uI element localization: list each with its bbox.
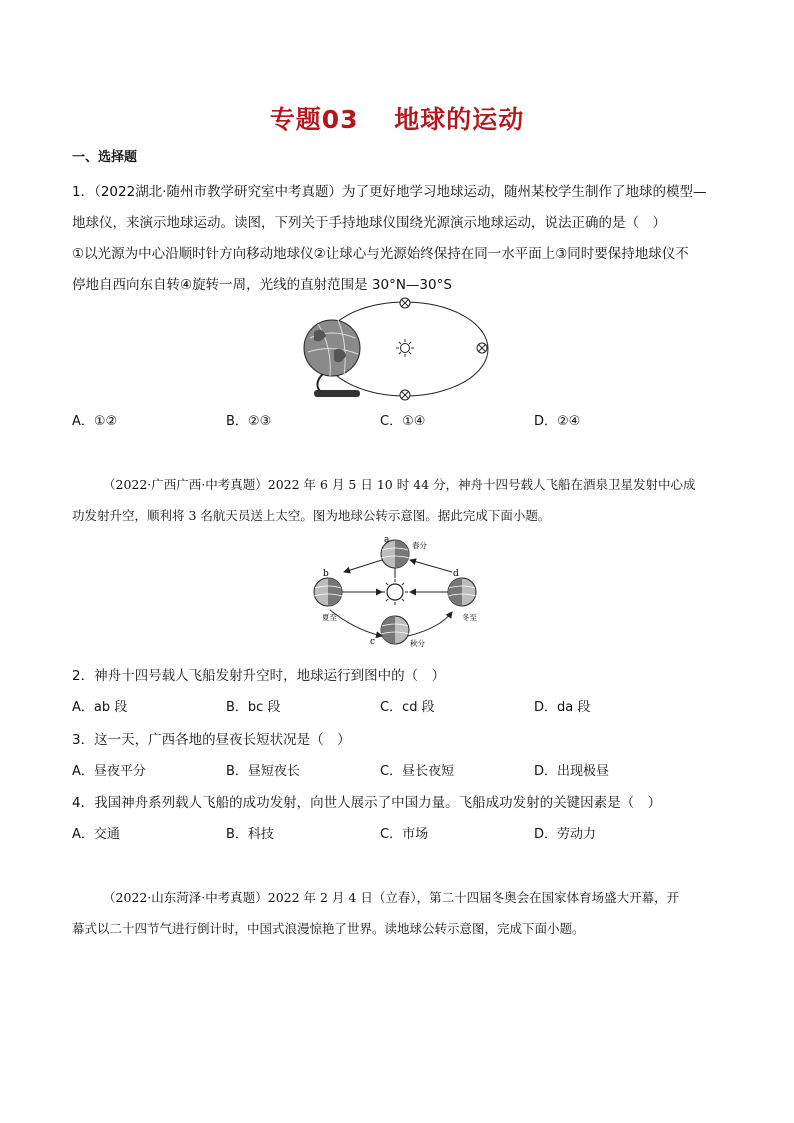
q1-option-b: B．②③	[226, 414, 272, 429]
q1-line-3: ①以光源为中心沿顺时针方向移动地球仪②让球心与光源始终保持在同一水平面上③同时要保持地球仪不	[72, 246, 689, 262]
q4-option-c: C．市场	[380, 827, 429, 842]
point-c-label: c	[370, 637, 376, 647]
q3-option-b: B．昼短夜长	[226, 764, 300, 779]
term-winter-solstice: 冬至	[462, 613, 477, 622]
q3-stem: 3．这一天，广西各地的昼夜长短状况是（ ）	[72, 732, 351, 748]
q4-option-d: D．劳动力	[534, 827, 597, 842]
q4-stem: 4．我国神舟系列载人飞船的成功发射，向世人展示了中国力量。飞船成功发射的关键因素是（ ）	[72, 795, 662, 811]
q1-option-d: D．②④	[534, 414, 581, 429]
term-autumn-equinox: 秋分	[410, 639, 425, 648]
q3-option-d: D．出现极昼	[534, 764, 610, 779]
section-heading: 一、选择题	[72, 150, 138, 165]
q4-option-a: A．交通	[72, 827, 120, 842]
group2-intro-line-1: （2022·广西广西·中考真题）2022 年 6 月 5 日 10 时 44 分，神舟十四号载人飞船在酒泉卫星发射中心成	[103, 477, 696, 492]
q2-option-a: A．ab 段	[72, 700, 128, 715]
q1-option-c: C．①④	[380, 414, 426, 429]
term-summer-solstice: 夏至	[322, 613, 337, 622]
earth-revolution-figure	[300, 532, 500, 656]
group3-intro-line-1: （2022·山东菏泽·中考真题）2022 年 2 月 4 日（立春），第二十四届冬奥会在国家体育场盛大开幕，开	[103, 890, 680, 905]
q1-line-2: 地球仪，来演示地球运动。读图，下列关于手持地球仪围绕光源演示地球运动，说法正确的是（ ）	[72, 215, 666, 231]
group2-intro-line-2: 功发射升空，顺利将 3 名航天员送上太空。图为地球公转示意图。据此完成下面小题。	[72, 508, 551, 523]
q2-option-d: D．da 段	[534, 700, 591, 715]
page-title: 专题03 地球的运动	[269, 105, 525, 134]
point-b-label: b	[323, 569, 329, 579]
q1-option-a: A．①②	[72, 414, 118, 429]
q2-stem: 2．神舟十四号载人飞船发射升空时，地球运行到图中的（ ）	[72, 668, 446, 684]
q4-option-b: B．科技	[226, 827, 274, 842]
q3-option-a: A．昼夜平分	[72, 764, 146, 779]
q1-line-4: 停地自西向东自转④旋转一周，光线的直射范围是 30°N—30°S	[72, 277, 452, 293]
q2-option-c: C．cd 段	[380, 700, 435, 715]
point-a-label: a	[384, 535, 390, 545]
q2-option-b: B．bc 段	[226, 700, 281, 715]
term-spring-equinox: 春分	[412, 541, 427, 550]
q1-line-1: 1．（2022湖北·随州市教学研究室中考真题）为了更好地学习地球运动，随州某校学生制作了地球的模型—	[72, 184, 707, 200]
q3-option-c: C．昼长夜短	[380, 764, 455, 779]
group3-intro-line-2: 幕式以二十四节气进行倒计时，中国式浪漫惊艳了世界。读地球公转示意图，完成下面小题。	[72, 921, 585, 936]
globe-orbit-figure	[300, 296, 500, 406]
point-d-label: d	[453, 569, 459, 579]
